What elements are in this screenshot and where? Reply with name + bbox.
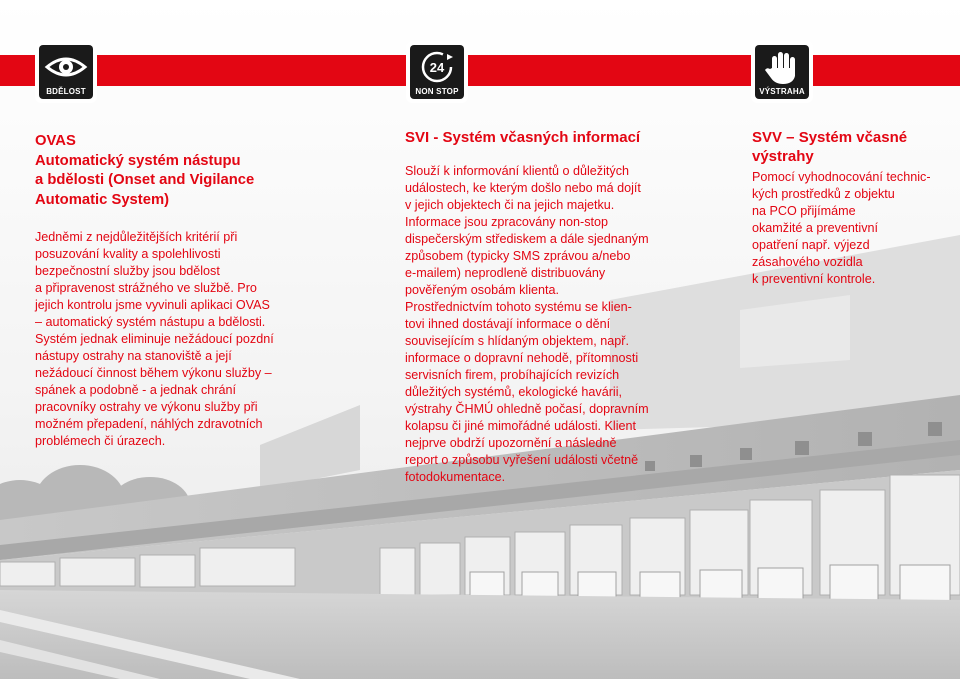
clock-number: 24 — [429, 60, 445, 75]
clock-24-icon — [410, 48, 464, 86]
svi-body — [405, 163, 705, 486]
svv-body-line: zásahového vozidla — [752, 255, 863, 269]
svi-body-line: servisních firem, probíhajících revizích — [405, 368, 620, 382]
svi-body-line: v jejich objektech či na jejich majetku. — [405, 198, 615, 212]
svi-body-line: výstrahy ČHMÚ ohledně počasí, dopravním — [405, 402, 649, 416]
svv-body-line: k preventivní kontrole. — [752, 272, 876, 286]
svv-section — [752, 128, 952, 288]
ovas-title-line: a bdělosti (Onset and Vigilance — [35, 172, 255, 189]
ovas-body-line: bezpečnostní služby jsou bdělost — [35, 263, 220, 278]
svv-body-line: kých prostředků z objektu — [752, 187, 895, 201]
svv-body-line: opatření např. výjezd — [752, 238, 870, 252]
ovas-body-line: nežádoucí činnost během výkonu služby – — [35, 365, 272, 380]
badge-bdelost — [35, 41, 97, 103]
ovas-body-line: Jedněmi z nejdůležitějších kritérií při — [35, 229, 238, 244]
svi-body-line: informace o dopravní nehodě, přítomnosti — [405, 351, 639, 365]
ovas-body-line: – automatický systém nástupu a bdělosti. — [35, 314, 266, 329]
ovas-body-line: pracovníky ostrahy ve výkonu služby při — [35, 399, 258, 414]
svi-body-line: kolapsu či jiné mimořádné události. Klient — [405, 419, 637, 433]
ovas-body-line: spánek a podobně - a jednak chrání — [35, 382, 236, 397]
ovas-body-line: a připravenost strážného ve službě. Pro — [35, 280, 257, 295]
badge-non-stop — [406, 41, 468, 103]
svi-body-line: událostech, ke kterým došlo nebo má dojít — [405, 181, 641, 195]
svi-body-line: důležitých systémů, ekologické havárii, — [405, 385, 622, 399]
eye-icon — [39, 48, 93, 86]
svi-title: SVI - Systém včasných informací — [405, 129, 641, 146]
ovas-title-line: Automatický systém nástupu — [35, 152, 241, 169]
stop-hand-icon — [755, 48, 809, 86]
ovas-body-line: možném přepadení, náhlých zdravotních — [35, 416, 263, 431]
ovas-section — [35, 132, 325, 450]
svi-body-line: Slouží k informování klientů o důležitých — [405, 164, 630, 178]
badge-label: NON STOP — [415, 87, 459, 96]
svi-body-line: nejprve obdrží upozornění a následně — [405, 436, 617, 450]
ovas-body-line: posuzování kvality a spolehlivosti — [35, 246, 221, 261]
svv-body-line: okamžité a preventivní — [752, 221, 878, 235]
svi-body-line: dispečerským střediskem a dále sjednaným — [405, 232, 649, 246]
svv-body-line: Pomocí vyhodnocování technic- — [752, 170, 931, 184]
svi-body-line: pověřeným osobám klienta. — [405, 283, 560, 297]
svi-body-line: souvisejícím s hlídaným objektem, např. — [405, 334, 629, 348]
svv-title-line: SVV – Systém včasné — [752, 129, 908, 146]
ovas-title — [35, 132, 325, 211]
ovas-body — [35, 229, 325, 450]
ovas-title-line: Automatic System) — [35, 192, 170, 209]
svi-body-line: tovi ihned dostávají informace o dění — [405, 317, 611, 331]
svi-body-line: e-mailem) neprodleně distribuovány — [405, 266, 606, 280]
ovas-body-line: Systém jednak eliminuje nežádoucí pozdní — [35, 331, 274, 346]
ovas-body-line: nástupy ostrahy na stanoviště a její — [35, 348, 232, 363]
svv-body-line: na PCO přijímáme — [752, 204, 856, 218]
svi-body-line: fotodokumentace. — [405, 470, 506, 484]
svi-body-line: Informace jsou zpracovány non-stop — [405, 215, 609, 229]
red-header-band — [0, 55, 960, 86]
ovas-title-line: OVAS — [35, 133, 76, 149]
svi-body-line: Prostřednictvím tohoto systému se klien- — [405, 300, 632, 314]
svv-body — [752, 169, 952, 288]
badge-vystraha — [751, 41, 813, 103]
ovas-body-line: jejich kontrolu jsme vyvinuli aplikaci OVAS — [35, 297, 270, 312]
svv-title-line: výstrahy — [752, 148, 814, 165]
svi-body-line: způsobem (typicky SMS zprávou a/nebo — [405, 249, 631, 263]
badge-label: VÝSTRAHA — [759, 87, 805, 96]
svi-body-line: report o způsobu vyřešení události včetně — [405, 453, 639, 467]
svv-title — [752, 128, 952, 166]
ovas-body-line: problémech či úrazech. — [35, 433, 166, 448]
svi-section — [405, 128, 705, 486]
badge-label: BDĚLOST — [46, 87, 86, 96]
